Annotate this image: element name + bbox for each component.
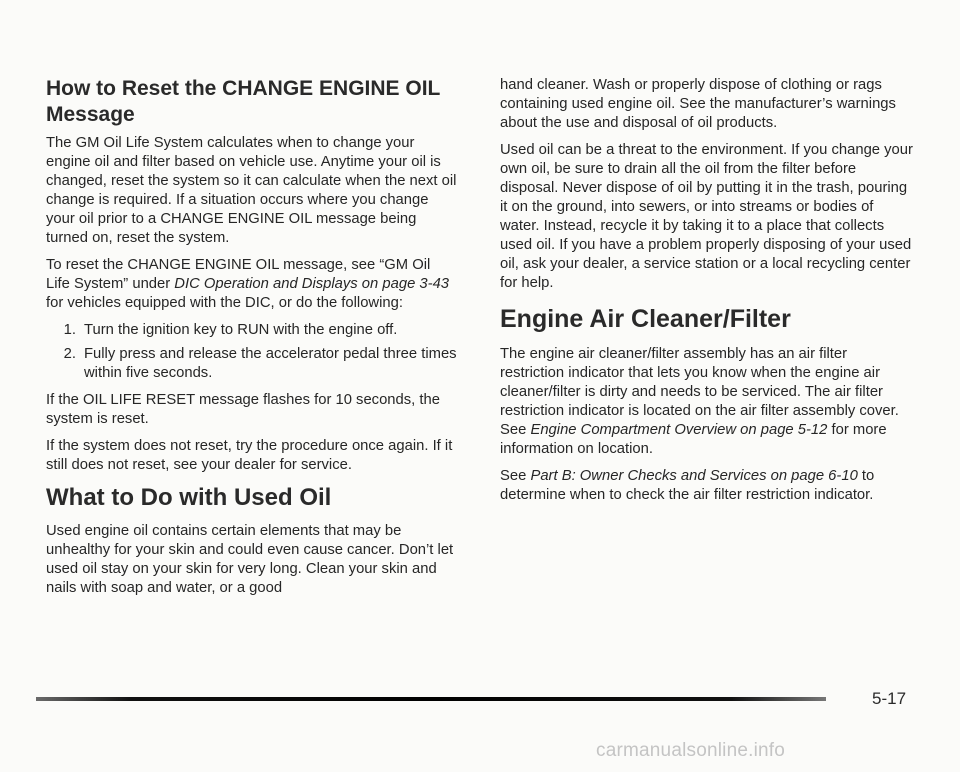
air-filter-paragraph: The engine air cleaner/filter assembly has an air filter restriction indicator that lets you know when the engine air cleaner/filter is dirty and needs to be serviced. The air filter restriction indicator is located on the air filter assembly cover. See Engine Compartment Overview on page 5-12 for more information on location. bbox=[500, 346, 899, 457]
hand-cleaner-paragraph: hand cleaner. Wash or properly dispose of clothing or rags containing used engine oil. See the manufacturer’s warnings about the use and disposal of oil products. bbox=[500, 77, 896, 131]
reset-steps-list bbox=[46, 321, 458, 383]
reset-instructions-paragraph: To reset the CHANGE ENGINE OIL message, see “GM Oil Life System” under DIC Operation and Displays on page 3-43 for vehicles equipped with the DIC, or do the following: bbox=[46, 257, 450, 311]
page-number: 5-17 bbox=[872, 689, 907, 708]
reset-message-heading: How to Reset the CHANGE ENGINE OIL Message bbox=[46, 77, 440, 126]
reset-confirm-paragraph: If the OIL LIFE RESET message flashes for 10 seconds, the system is reset. bbox=[46, 392, 440, 427]
air-cleaner-heading: Engine Air Cleaner/Filter bbox=[500, 305, 791, 333]
used-oil-heading: What to Do with Used Oil bbox=[46, 484, 332, 511]
environment-paragraph: Used oil can be a threat to the environment. If you change your own oil, be sure to drain all the oil from the filter before disposal. Never dispose of oil by putting it in the trash, pouring it on the ground, into sewers, or into streams or bodies of water. Instead, recycle it by taking it to a place that collects used oil. If you have a problem properly disposing of your used oil, ask your dealer, a service station or a local recycling center for help. bbox=[500, 142, 913, 291]
oil-life-system-paragraph: The GM Oil Life System calculates when to change your engine oil and filter based on vehicle use. Anytime your oil is changed, reset the system so it can calculate when the next oil change is required. If a situation occurs where you change your oil prior to a CHANGE ENGINE OIL message being turned on, reset the system. bbox=[46, 135, 457, 246]
dic-reference-link[interactable]: DIC Operation and Displays on page 3-43 bbox=[174, 276, 450, 292]
list-item: 2. Fully press and release the accelerator pedal three times within five seconds. bbox=[63, 346, 457, 381]
watermark: carmanualsonline.info bbox=[596, 740, 786, 761]
owner-checks-paragraph: See Part B: Owner Checks and Services on page 6-10 to determine when to check the air filter restriction indicator. bbox=[500, 468, 875, 503]
owner-checks-link[interactable]: Part B: Owner Checks and Services on page 6-10 bbox=[530, 468, 858, 484]
reset-failure-paragraph: If the system does not reset, try the procedure once again. If it still does not reset, see your dealer for service. bbox=[46, 438, 453, 473]
used-oil-paragraph: Used engine oil contains certain elements that may be unhealthy for your skin and could even cause cancer. Don’t let used oil stay on your skin for very long. Clean your skin and nails with soap and water, or a good bbox=[46, 523, 454, 596]
engine-compartment-link[interactable]: Engine Compartment Overview on page 5-12 bbox=[530, 422, 828, 438]
left-column bbox=[46, 76, 458, 606]
list-item: 1. Turn the ignition key to RUN with the engine off. bbox=[63, 322, 398, 338]
footer-rule bbox=[36, 697, 826, 701]
right-column bbox=[500, 76, 914, 513]
